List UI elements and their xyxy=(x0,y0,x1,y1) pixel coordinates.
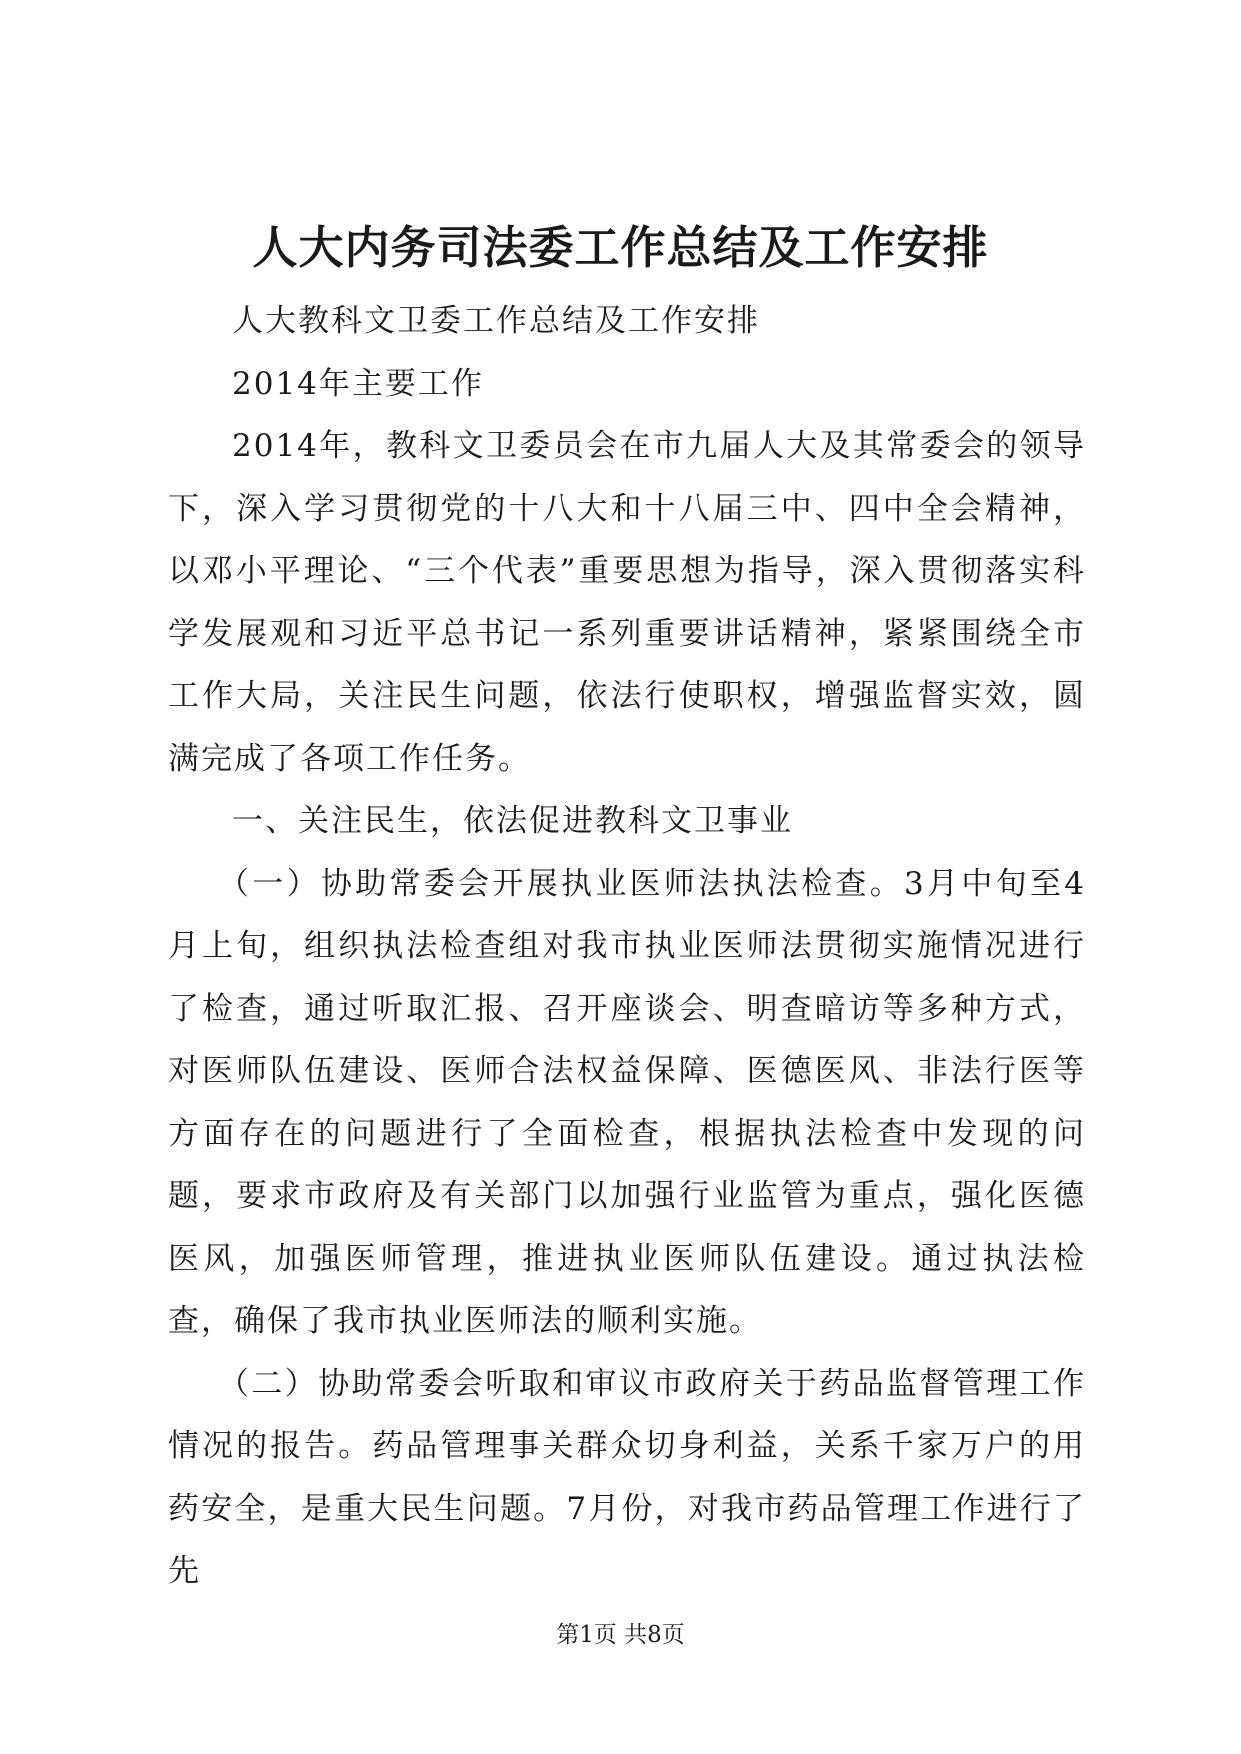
document-body xyxy=(168,290,1086,1603)
document-title: 人大内务司法委工作总结及工作安排 xyxy=(252,221,989,274)
page-footer: 第1页 共8页 xyxy=(556,1622,685,1648)
paragraph-section-heading: 2014年主要工作 xyxy=(232,365,484,402)
paragraph-intro: 2014年，教科文卫委员会在市九届人大及其常委会的领导下，深入学习贯彻党的十八大和十八届三中、四中全会精神，以邓小平理论、“三个代表”重要思想为指导，深入贯彻落实科学发展观和习近平总书记一系列重要讲话精神，紧紧围绕全市工作大局，关注民生问题，依法行使职权，增强监督实效，圆满完成了各项工作任务。 xyxy=(168,428,1086,777)
paragraph-subtitle: 人大教科文卫委工作总结及工作安排 xyxy=(232,303,760,339)
paragraph-heading-one: 一、关注民生，依法促进教科文卫事业 xyxy=(232,803,793,839)
paragraph-item-one: （一）协助常委会开展执业医师法执法检查。3月中旬至4月上旬，组织执法检查组对我市执业医师法贯彻实施情况进行了检查，通过听取汇报、召开座谈会、明查暗访等多种方式，对医师队伍建设、医师合法权益保障、医德医风、非法行医等方面存在的问题进行了全面检查，根据执法检查中发现的问题，要求市政府及有关部门以加强行业监管为重点，强化医德医风，加强医师管理，推进执业医师队伍建设。通过执法检查，确保了我市执业医师法的顺利实施。 xyxy=(168,865,1086,1339)
paragraph-item-two: （二）协助常委会听取和审议市政府关于药品监督管理工作情况的报告。药品管理事关群众切身利益，关系千家万户的用药安全，是重大民生问题。7月份，对我市药品管理工作进行了先 xyxy=(168,1365,1086,1589)
